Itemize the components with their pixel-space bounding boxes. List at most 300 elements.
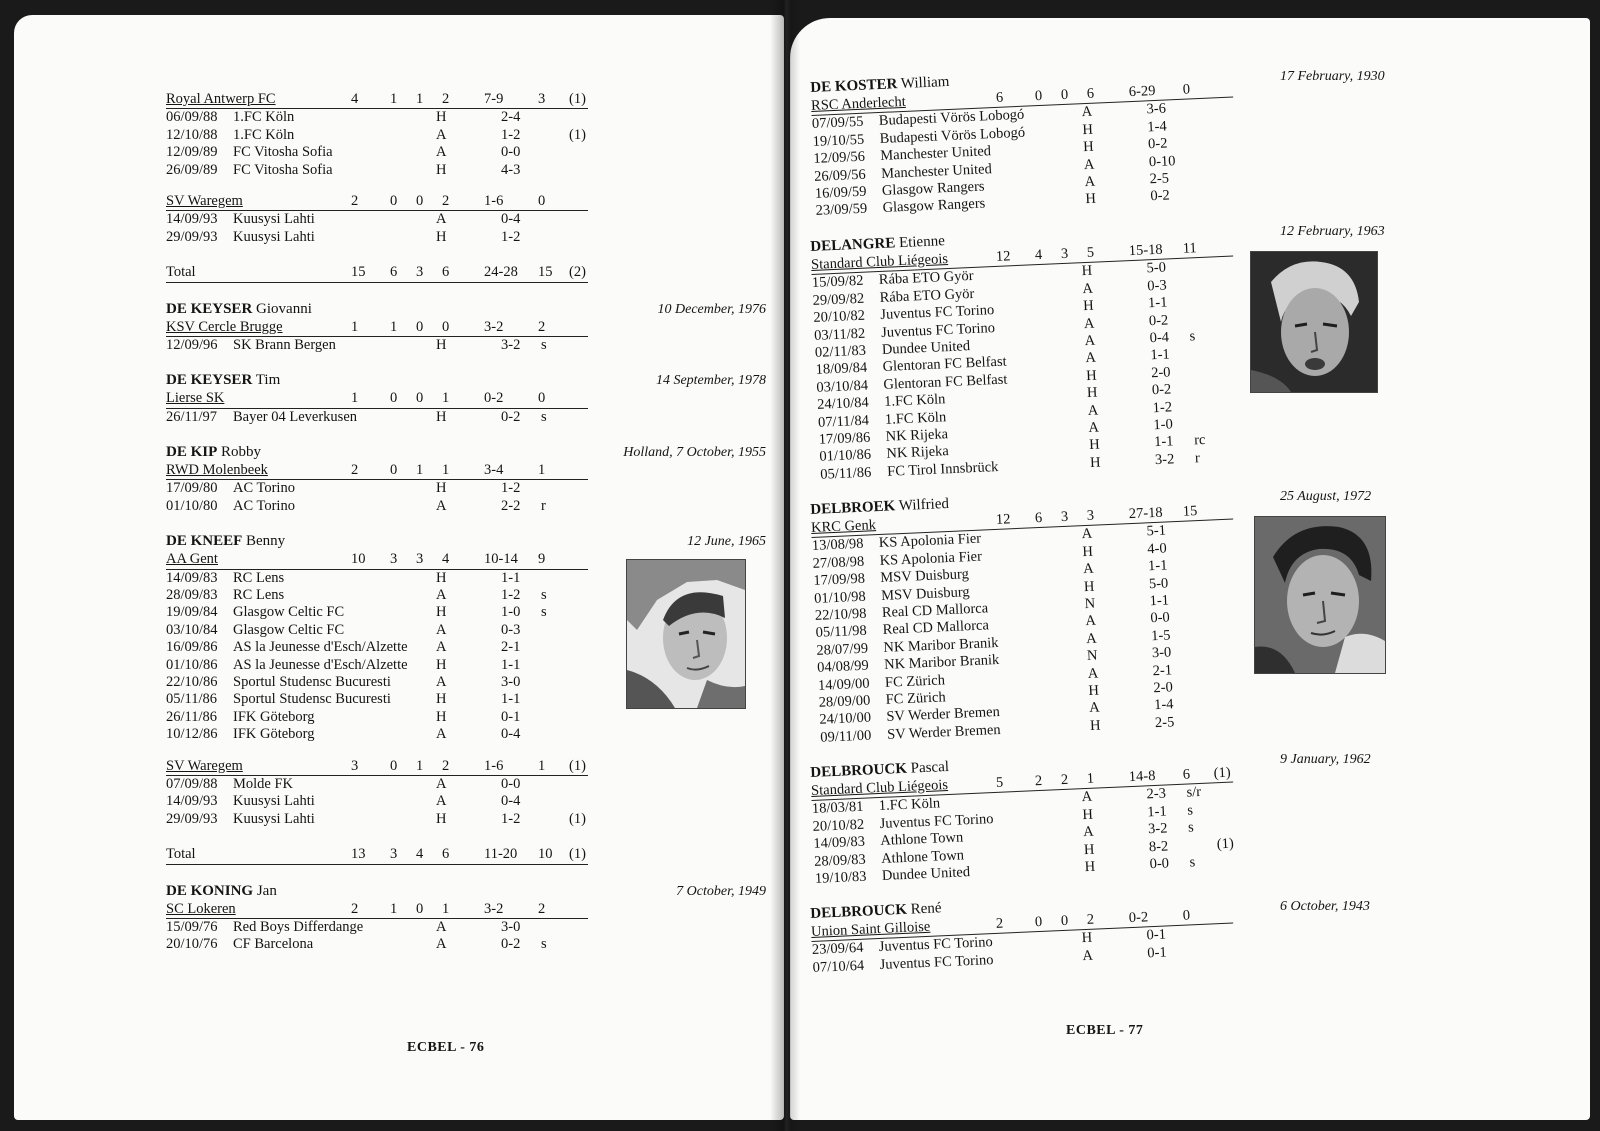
match-date: 05/11/86 [166,691,218,708]
player-entry [810,751,1570,888]
player-entry [810,899,1570,977]
match-opponent: Manchester United [880,160,993,182]
match-row [166,811,756,828]
club-name: KRC Genk [810,516,877,536]
match-opponent: Dundee United [881,863,971,884]
goals: 10-14 [484,551,518,568]
book-gutter [770,0,800,1131]
match-opponent: SV Werder Bremen [886,721,1001,743]
match-score: 0-0 [1150,609,1171,627]
match-row [166,919,756,936]
match-score: 0-4 [1149,329,1170,346]
match-date: 13/08/98 [811,535,864,555]
match-row [166,726,756,743]
lost: 6 [1086,85,1095,102]
match-date: 23/09/59 [815,200,868,220]
match-date: 01/10/86 [819,446,872,465]
player-surname: DE KEYSER [166,300,253,317]
match-venue: A [436,587,447,604]
match-score: 1-0 [501,604,521,621]
match-row [166,776,756,793]
match-score: 1-4 [1153,696,1174,714]
match-opponent: FC Vitosha Sofia [233,144,333,161]
match-venue: A [436,126,447,143]
match-venue: A [436,621,447,638]
match-opponent: Rába ETO Györ [879,285,975,306]
drawn: 0 [416,192,424,209]
match-note: s [1189,854,1196,871]
match-opponent: SV Werder Bremen [886,704,1001,725]
match-opponent: Juventus FC Torino [878,934,994,956]
points: 0 [1182,81,1191,98]
match-row [166,409,756,426]
match-goals: (1) [569,810,586,827]
match-date: 10/12/86 [166,726,218,743]
won: 6 [1034,509,1043,527]
page-number: ECBEL - 77 [1066,1023,1144,1038]
match-score: 3-6 [1146,100,1167,118]
birth-date: 6 October, 1943 [1280,899,1370,915]
match-opponent: 1.FC Köln [884,408,947,428]
match-score: 1-1 [1153,433,1174,451]
match-opponent: KS Apolonia Fier [879,548,983,569]
match-opponent: RC Lens [233,587,285,604]
lost: 1 [442,462,450,479]
match-venue: N [1086,647,1098,664]
won: 0 [390,192,398,209]
match-opponent: Rába ETO Györ [878,268,974,289]
match-date: 14/09/93 [166,211,218,228]
match-row [166,709,756,726]
birth-date: 14 September, 1978 [655,373,766,389]
match-note: s [1186,802,1194,819]
match-opponent: 1.FC Köln [233,126,295,143]
match-row [166,570,756,587]
match-opponent: Kuusysi Lahti [233,793,315,810]
player-surname: DE KIP [166,444,218,461]
goals: 6-29 [1128,82,1156,101]
club-name: Lierse SK [166,390,225,407]
match-opponent: Kuusysi Lahti [233,211,315,228]
lost: 2 [442,757,450,774]
match-score: 3-2 [1154,450,1175,468]
match-note: r [1194,449,1201,466]
match-date: 01/10/80 [166,497,218,514]
player-firstname: Jan [256,882,277,899]
match-score: 0-1 [1146,927,1167,944]
player-entry [166,300,766,355]
goals: 3-2 [484,318,504,335]
birth-date: 17 February, 1930 [1280,69,1385,84]
match-date: 03/10/84 [166,621,218,638]
match-opponent: Red Boys Differdange [233,918,364,935]
match-date: 14/09/00 [817,674,870,694]
player-entry [166,882,766,954]
played: 12 [995,511,1011,528]
match-date: 01/10/98 [813,588,867,607]
player-entry [810,223,1570,484]
goals: 7-9 [484,91,504,107]
lost: 0 [442,318,450,335]
drawn: 1 [416,757,424,774]
player-firstname: Giovanni [256,300,312,317]
match-date: 12/09/89 [166,144,218,161]
lost: 3 [1086,507,1095,524]
match-date: 14/09/83 [813,833,866,852]
match-score: 1-1 [1149,592,1170,610]
match-date: 07/09/55 [811,114,864,133]
goals: 15-18 [1128,241,1163,259]
match-date: 28/09/83 [813,851,867,870]
match-venue: A [1081,104,1093,121]
match-date: 17/09/80 [166,480,218,497]
match-venue: H [1082,138,1095,156]
right-page [790,18,1590,1120]
match-score: 0-4 [501,211,521,228]
played: 1 [351,318,359,335]
player-entry [166,444,766,515]
match-venue: A [436,144,447,161]
match-score: 1-1 [1147,294,1168,312]
match-opponent: Juventus FC Torino [879,952,994,974]
lost: 1 [442,390,450,407]
played: 3 [351,757,359,774]
match-date: 04/08/99 [816,657,870,676]
match-opponent: FC Zürich [885,688,947,708]
match-opponent: 1.FC Köln [883,391,946,410]
points: 9 [538,551,546,568]
match-venue: A [1084,332,1096,349]
match-venue: H [436,480,447,497]
match-date: 24/10/84 [816,394,870,413]
match-opponent: Juventus FC Torino [880,319,996,341]
match-venue: H [1081,262,1093,280]
team-summary-row [166,390,588,408]
match-score: 1-1 [1150,346,1171,364]
match-date: 14/09/93 [166,793,218,810]
drawn: 0 [416,318,424,335]
player-goals: (2) [569,264,586,281]
drawn: 3 [1060,245,1069,262]
match-date: 18/03/81 [811,798,864,818]
birth-date: 12 February, 1963 [1280,223,1385,239]
match-date: 16/09/59 [814,183,867,202]
match-opponent: Molde FK [233,775,294,792]
match-opponent: Kuusysi Lahti [233,810,315,827]
match-opponent: AC Torino [233,480,295,497]
match-date: 14/09/83 [166,569,218,586]
match-score: 0-0 [1149,855,1170,873]
match-opponent: NK Rijeka [886,443,950,462]
match-opponent: 1.FC Köln [878,795,941,815]
match-score: 5-1 [1146,522,1167,540]
goals: 1-6 [484,757,504,774]
lost: 2 [1086,911,1095,929]
match-score: 0-2 [1150,187,1171,205]
match-venue: H [436,569,447,586]
lost: 2 [442,192,450,209]
won: 3 [390,551,398,568]
player-surname: DELANGRE [810,235,896,255]
match-date: 28/09/83 [166,587,218,604]
goals: 14-8 [1128,767,1156,785]
match-score: 0-2 [1147,135,1168,153]
match-opponent: NK Maribor Branik [883,634,999,656]
match-score: 0-2 [501,936,521,953]
match-opponent: Budapesti Vörös Lobogó [878,107,1025,130]
club-name: Standard Club Liégeois [810,776,949,799]
match-row [166,144,756,161]
match-venue: H [436,109,447,126]
lost: 2 [442,91,450,107]
won: 1 [390,91,398,107]
match-date: 22/10/86 [166,673,218,690]
match-score: 1-1 [1147,803,1168,820]
match-score: 1-2 [501,810,521,827]
left-column [166,91,766,972]
match-venue: H [436,656,447,673]
match-date: 20/10/76 [166,936,218,953]
match-row [166,109,756,126]
match-date: 07/11/84 [817,411,870,431]
match-opponent: Glasgow Celtic FC [233,604,345,621]
birth-date: 9 January, 1962 [1280,751,1371,767]
match-opponent: Athlone Town [880,846,965,867]
match-venue: A [1085,630,1098,647]
player-firstname: Wilfried [898,495,950,514]
match-row [166,622,756,639]
drawn: 3 [416,264,424,281]
match-score: 5-0 [1148,574,1169,592]
lost: 6 [442,264,450,281]
won: 0 [390,757,398,774]
total-row [166,264,588,282]
match-score: 0-2 [501,408,521,425]
player-name [166,533,756,551]
club-name: Union Saint Gilloise [810,919,931,941]
match-score: 1-1 [501,656,521,673]
match-venue: A [1088,419,1100,436]
match-note: s [1187,819,1195,836]
birth-date: Holland, 7 October, 1955 [623,445,766,461]
match-score: 1-2 [501,587,521,604]
match-score: 0-4 [501,793,521,810]
match-date: 26/09/56 [813,166,867,185]
match-score: 1-1 [501,691,521,708]
match-opponent: Glentoran FC Belfast [882,353,1007,376]
match-date: 15/09/82 [811,272,864,292]
total-label: Total [166,264,196,281]
match-opponent: Bayer 04 Leverkusen [233,408,358,425]
match-score: 0-4 [501,726,521,743]
played: 4 [351,91,359,107]
player-entry [166,533,766,864]
points: 1 [538,757,546,774]
player-goals: (1) [569,846,586,863]
match-venue: H [1089,717,1101,734]
played: 1 [351,390,359,407]
match-note: s [541,336,547,353]
team-summary-row [166,551,588,569]
match-score: 1-2 [501,228,521,245]
team-summary-row [166,91,588,109]
match-row [166,211,756,228]
match-score: 2-0 [1150,363,1171,381]
match-score: 3-2 [1147,820,1168,838]
player-surname: DELBROUCK [810,902,908,923]
match-opponent: FC Vitosha Sofia [233,161,333,178]
played: 10 [351,551,366,568]
team-summary-row [166,758,588,776]
page-number: ECBEL - 76 [407,1040,485,1055]
drawn: 1 [416,462,424,479]
player-entry [810,488,1570,747]
player-surname: DELBROEK [810,498,896,518]
drawn: 0 [1060,912,1069,930]
match-row [166,936,756,953]
drawn: 2 [1060,771,1069,788]
match-opponent: MSV Duisburg [880,583,970,604]
match-row [166,691,756,708]
points: 1 [538,462,546,479]
match-opponent: KS Apolonia Fier [878,530,982,552]
goals: 11-20 [484,846,518,863]
match-date: 07/10/64 [812,957,865,976]
player-surname: DE KEYSER [166,372,253,389]
match-date: 23/09/64 [811,940,864,959]
player-name [166,883,756,901]
match-venue: H [1082,543,1094,560]
player-firstname: René [910,900,942,918]
match-opponent: AS la Jeunesse d'Esch/Alzette [233,639,408,656]
match-venue: H [1082,121,1094,138]
match-date: 09/11/00 [819,727,872,746]
match-venue: H [436,604,447,621]
match-venue: H [1084,858,1096,875]
match-score: 0-0 [501,775,521,792]
drawn: 0 [416,390,424,407]
match-note: s [541,408,547,425]
goals: 24-28 [484,264,518,281]
match-opponent: Glasgow Celtic FC [233,621,345,638]
birth-date: 25 August, 1972 [1280,488,1372,504]
club-name: RSC Anderlecht [810,93,907,114]
match-score: 0-2 [1148,311,1169,329]
match-score: 3-0 [1151,644,1172,662]
club-name: KSV Cercle Brugge [166,318,283,335]
match-venue: A [436,793,447,810]
match-score: 2-3 [1146,785,1167,803]
match-score: 3-0 [501,673,521,690]
player-surname: DE KNEEF [166,533,243,550]
match-venue: A [436,936,447,953]
match-score: 3-0 [501,918,521,935]
team-summary-row [166,462,588,480]
match-venue: A [1085,349,1097,367]
goals: 27-18 [1128,504,1163,522]
match-score: 1-0 [1153,416,1174,433]
match-venue: A [1083,156,1095,173]
match-score: 2-2 [501,497,521,514]
player-entry [166,372,766,426]
goals: 0-2 [1128,909,1149,927]
match-row [166,229,756,246]
match-score: 1-2 [501,480,521,497]
drawn: 1 [416,91,424,107]
match-row [166,480,756,497]
match-date: 18/09/84 [815,359,868,378]
player-firstname: Pascal [910,758,950,777]
match-venue: H [436,810,447,827]
points: 11 [1182,239,1198,257]
match-date: 02/11/83 [814,342,867,361]
match-date: 27/08/98 [812,553,865,572]
player-firstname: Etienne [898,232,946,251]
match-opponent: Glasgow Rangers [882,195,986,217]
match-score: 1-2 [501,126,521,143]
player-firstname: William [900,73,950,93]
match-venue: A [1081,525,1093,543]
match-date: 01/10/86 [166,656,218,673]
goals: 1-6 [484,192,504,209]
lost: 1 [442,900,450,917]
won: 0 [390,390,398,407]
match-venue: A [1082,560,1095,578]
lost: 5 [1086,244,1095,261]
match-opponent: FC Zürich [884,671,946,691]
points: 2 [538,900,546,917]
match-venue: H [436,161,447,178]
won: 1 [390,318,398,335]
match-opponent: IFK Göteborg [233,726,315,743]
won: 4 [1034,246,1043,263]
match-note: s [541,936,547,953]
match-date: 28/09/00 [818,692,871,711]
match-venue: A [1081,789,1093,806]
match-venue: A [1087,664,1099,682]
lost: 6 [442,846,450,863]
match-venue: H [1083,578,1095,595]
points: 2 [538,318,546,335]
match-venue: A [1082,823,1095,841]
match-venue: A [1084,173,1096,191]
match-venue: H [1086,384,1098,401]
won: 3 [390,846,398,863]
match-date: 07/09/88 [166,775,218,792]
won: 0 [1034,87,1043,105]
match-row [166,498,756,515]
match-date: 29/09/82 [812,290,865,309]
points: 6 [1182,766,1191,783]
match-venue: H [436,691,447,708]
lost: 4 [442,551,450,568]
match-venue: H [436,228,447,245]
match-goals: (1) [569,126,586,143]
match-date: 06/09/88 [166,109,218,126]
match-date: 15/09/76 [166,918,218,935]
match-note: s [1189,327,1196,345]
played: 5 [995,774,1004,791]
match-row [166,337,756,354]
match-date: 16/09/86 [166,639,218,656]
match-score: 4-3 [501,161,521,178]
drawn: 0 [416,900,424,917]
player-goals: (1) [1213,764,1232,782]
match-note: s/r [1186,784,1202,801]
match-date: 24/10/00 [819,709,872,728]
player-goals: (1) [569,91,586,107]
player-entry [166,91,756,283]
